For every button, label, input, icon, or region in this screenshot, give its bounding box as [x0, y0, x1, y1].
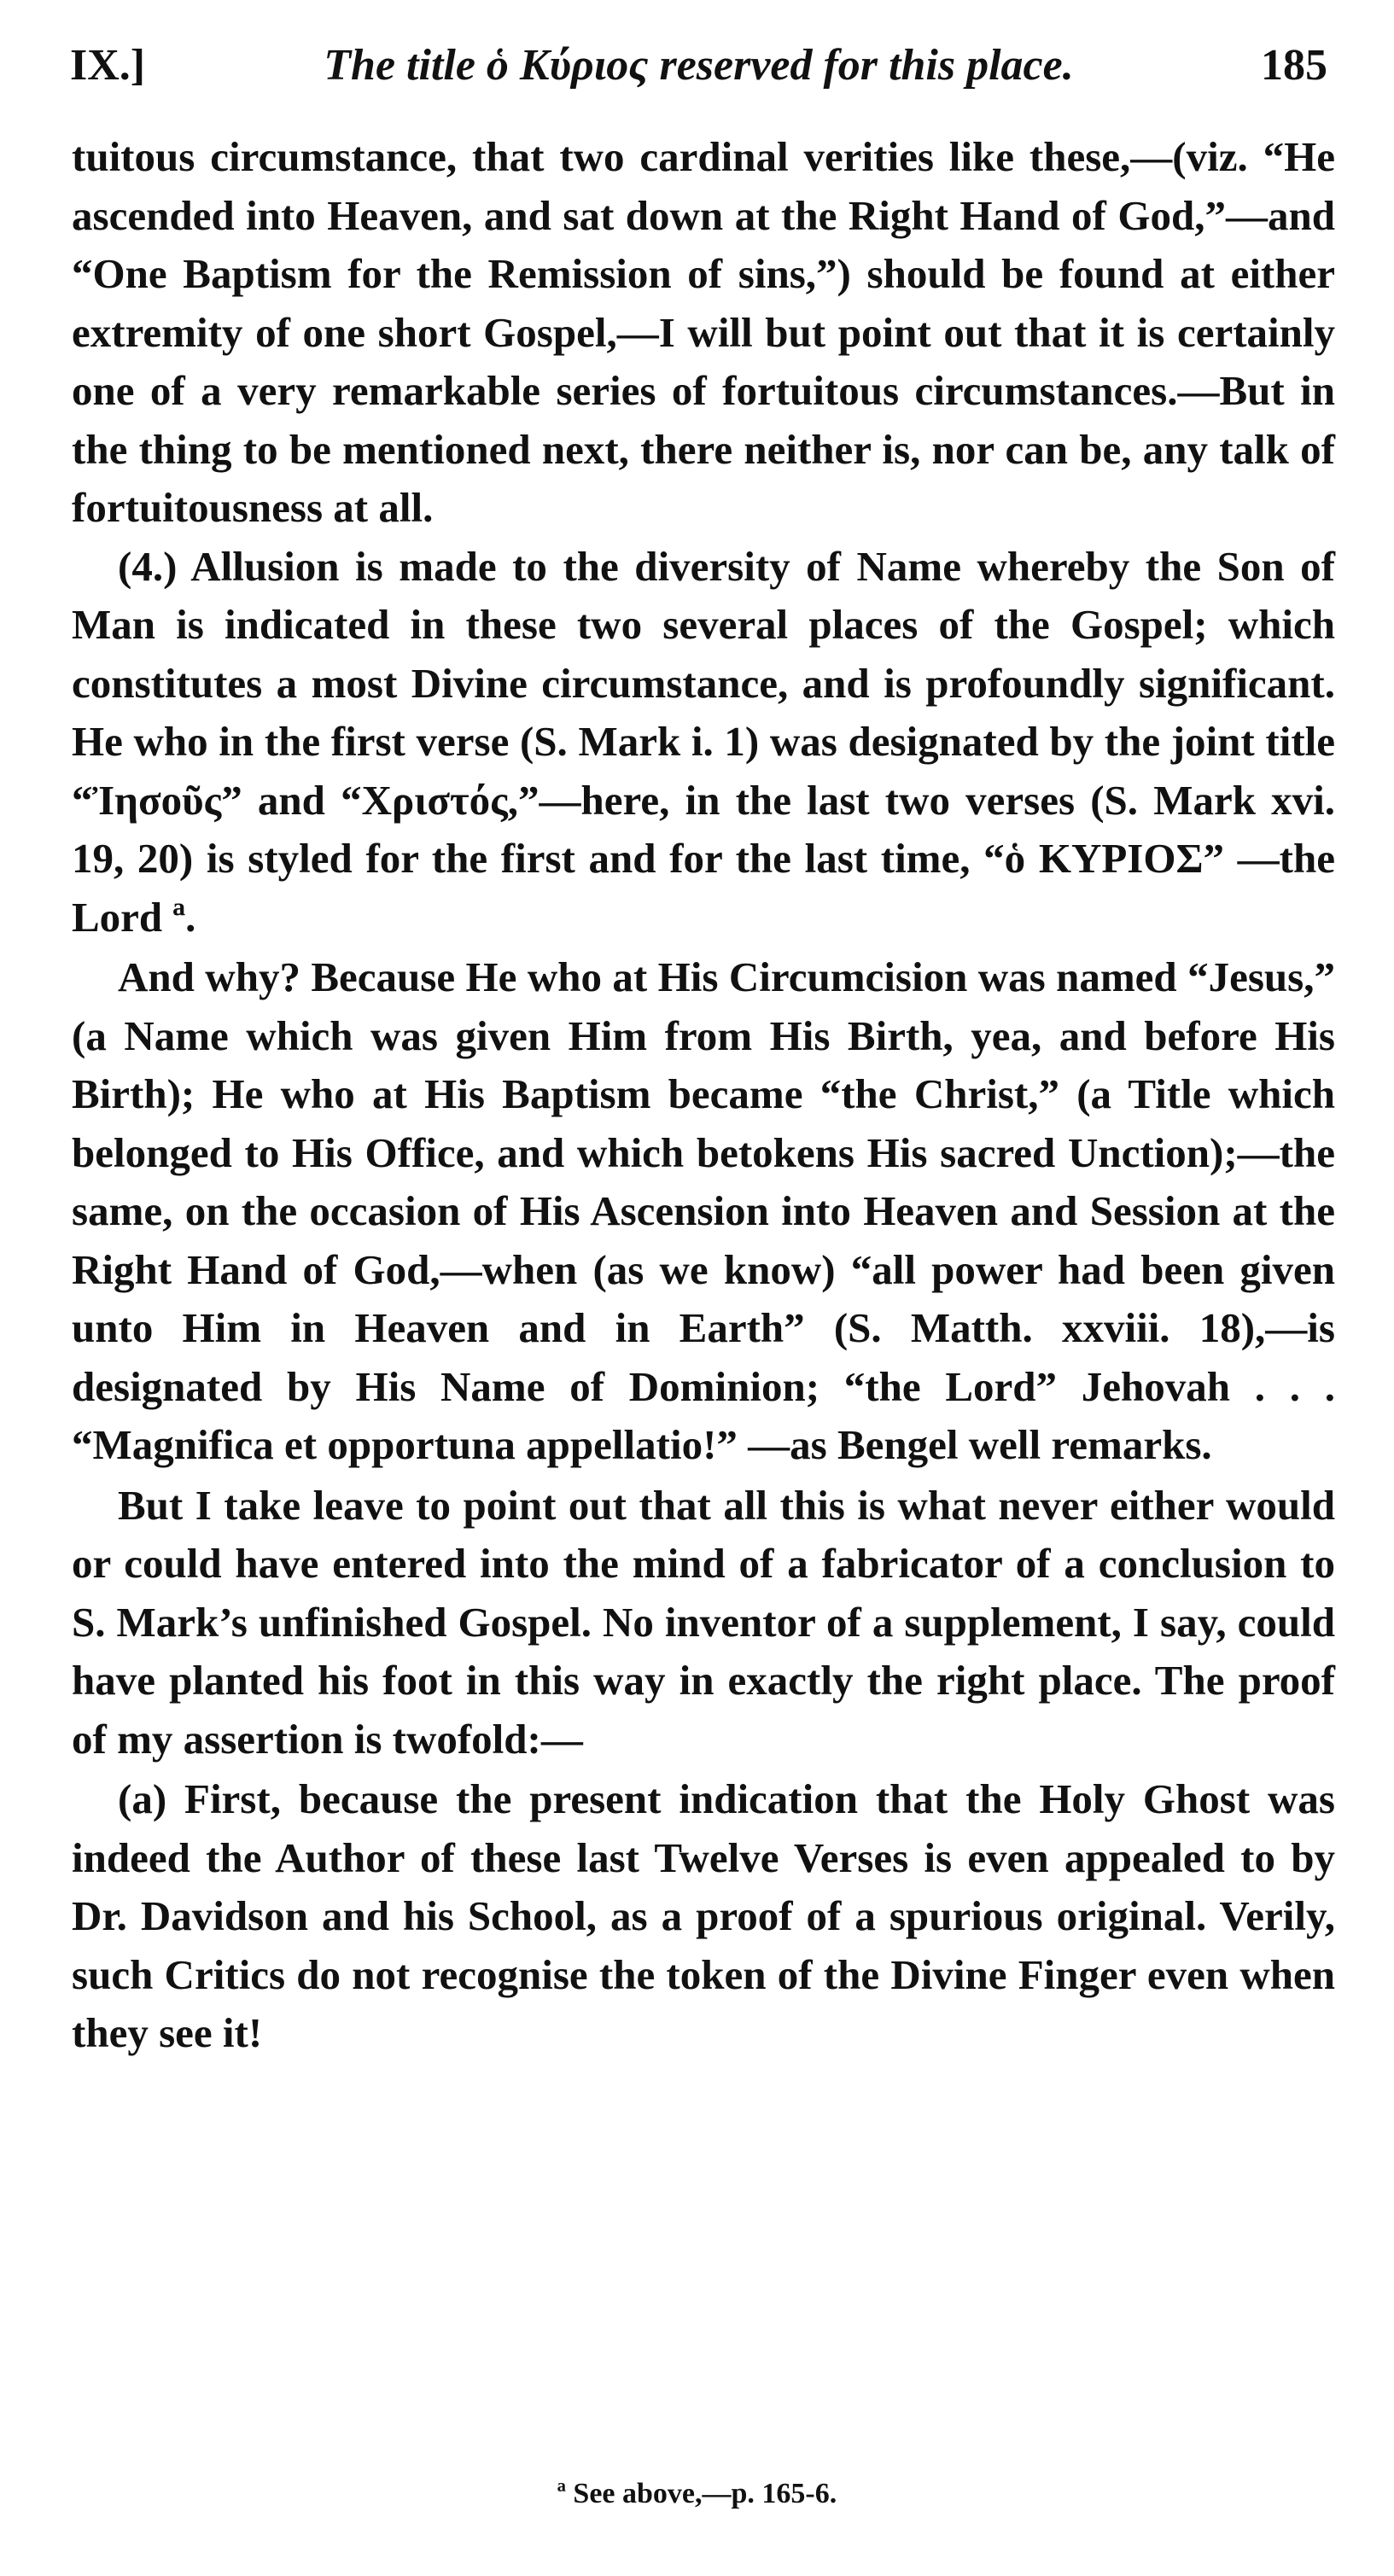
paragraph-fabricator: But I take leave to point out that all this is what never either would or could have entered into the mind of a fabricator of a conclusion to S. Mark’s unfinished Gospel. No inventor of a supplement, I say, could have planted his foot in this way in exactly the right place. The proof of my assertion is twofold:—: [72, 1481, 1335, 1763]
running-title: The title ὁ Κύριος reserved for this place.: [324, 41, 1074, 90]
page-number: 185: [1261, 41, 1327, 90]
paragraph-continuation: tuitous circumstance, that two cardinal verities like these,—(viz. “He ascended into Heaven, and sat down at the Right Hand of God,”—and “One Baptism for the Remission of sins,”) should be found at either extremity of one short Gospel,—I will but point out that it is certainly one of a very remarkable series of fortuitous circumstances.—But in the thing to be mentioned next, there neither is, nor can be, any talk of fortuitousness at all.: [72, 133, 1335, 531]
footnote: ª See above,—p. 165-6.: [557, 2478, 837, 2509]
paragraph-allusion: (4.) Allusion is made to the diversity of Name whereby the Son of Man is indicated in these two several places of the Gospel; which constitutes a most Divine circumstance, and is profoundly significant. He who in the first verse (S. Mark i. 1) was designated by the joint title “Ἰησοῦς” and “Χριστός,”—here, in the last two verses (S. Mark xvi. 19, 20) is styled for the first and for the last time, “ὁ ΚΥΡΙΟΣ” —the Lord ª.: [72, 542, 1335, 941]
running-head: [70, 36, 1327, 96]
chapter-number: IX.]: [70, 41, 146, 90]
body-text: [72, 128, 1335, 2063]
paragraph-why: And why? Because He who at His Circumcision was named “Jesus,” (a Name which was given Him from His Birth, yea, and before His Birth); He who at His Baptism became “the Christ,” (a Title which belonged to His Office, and which betokens His sacred Unction);—the same, on the occasion of His Ascension into Heaven and Session at the Right Hand of God,—when (as we know) “all power had been given unto Him in Heaven and in Earth” (S. Matth. xxviii. 18),—is designated by His Name of Dominion; “the Lord” Jehovah . . . “Magnifica et opportuna appellatio!” —as Bengel well remarks.: [72, 953, 1335, 1468]
paragraph-first-proof: (a) First, because the present indication that the Holy Ghost was indeed the Author of these last Twelve Verses is even appealed to by Dr. Davidson and his School, as a proof of a spurious original. Verily, such Critics do not recognise the token of the Divine Finger even when they see it!: [72, 1775, 1335, 2056]
